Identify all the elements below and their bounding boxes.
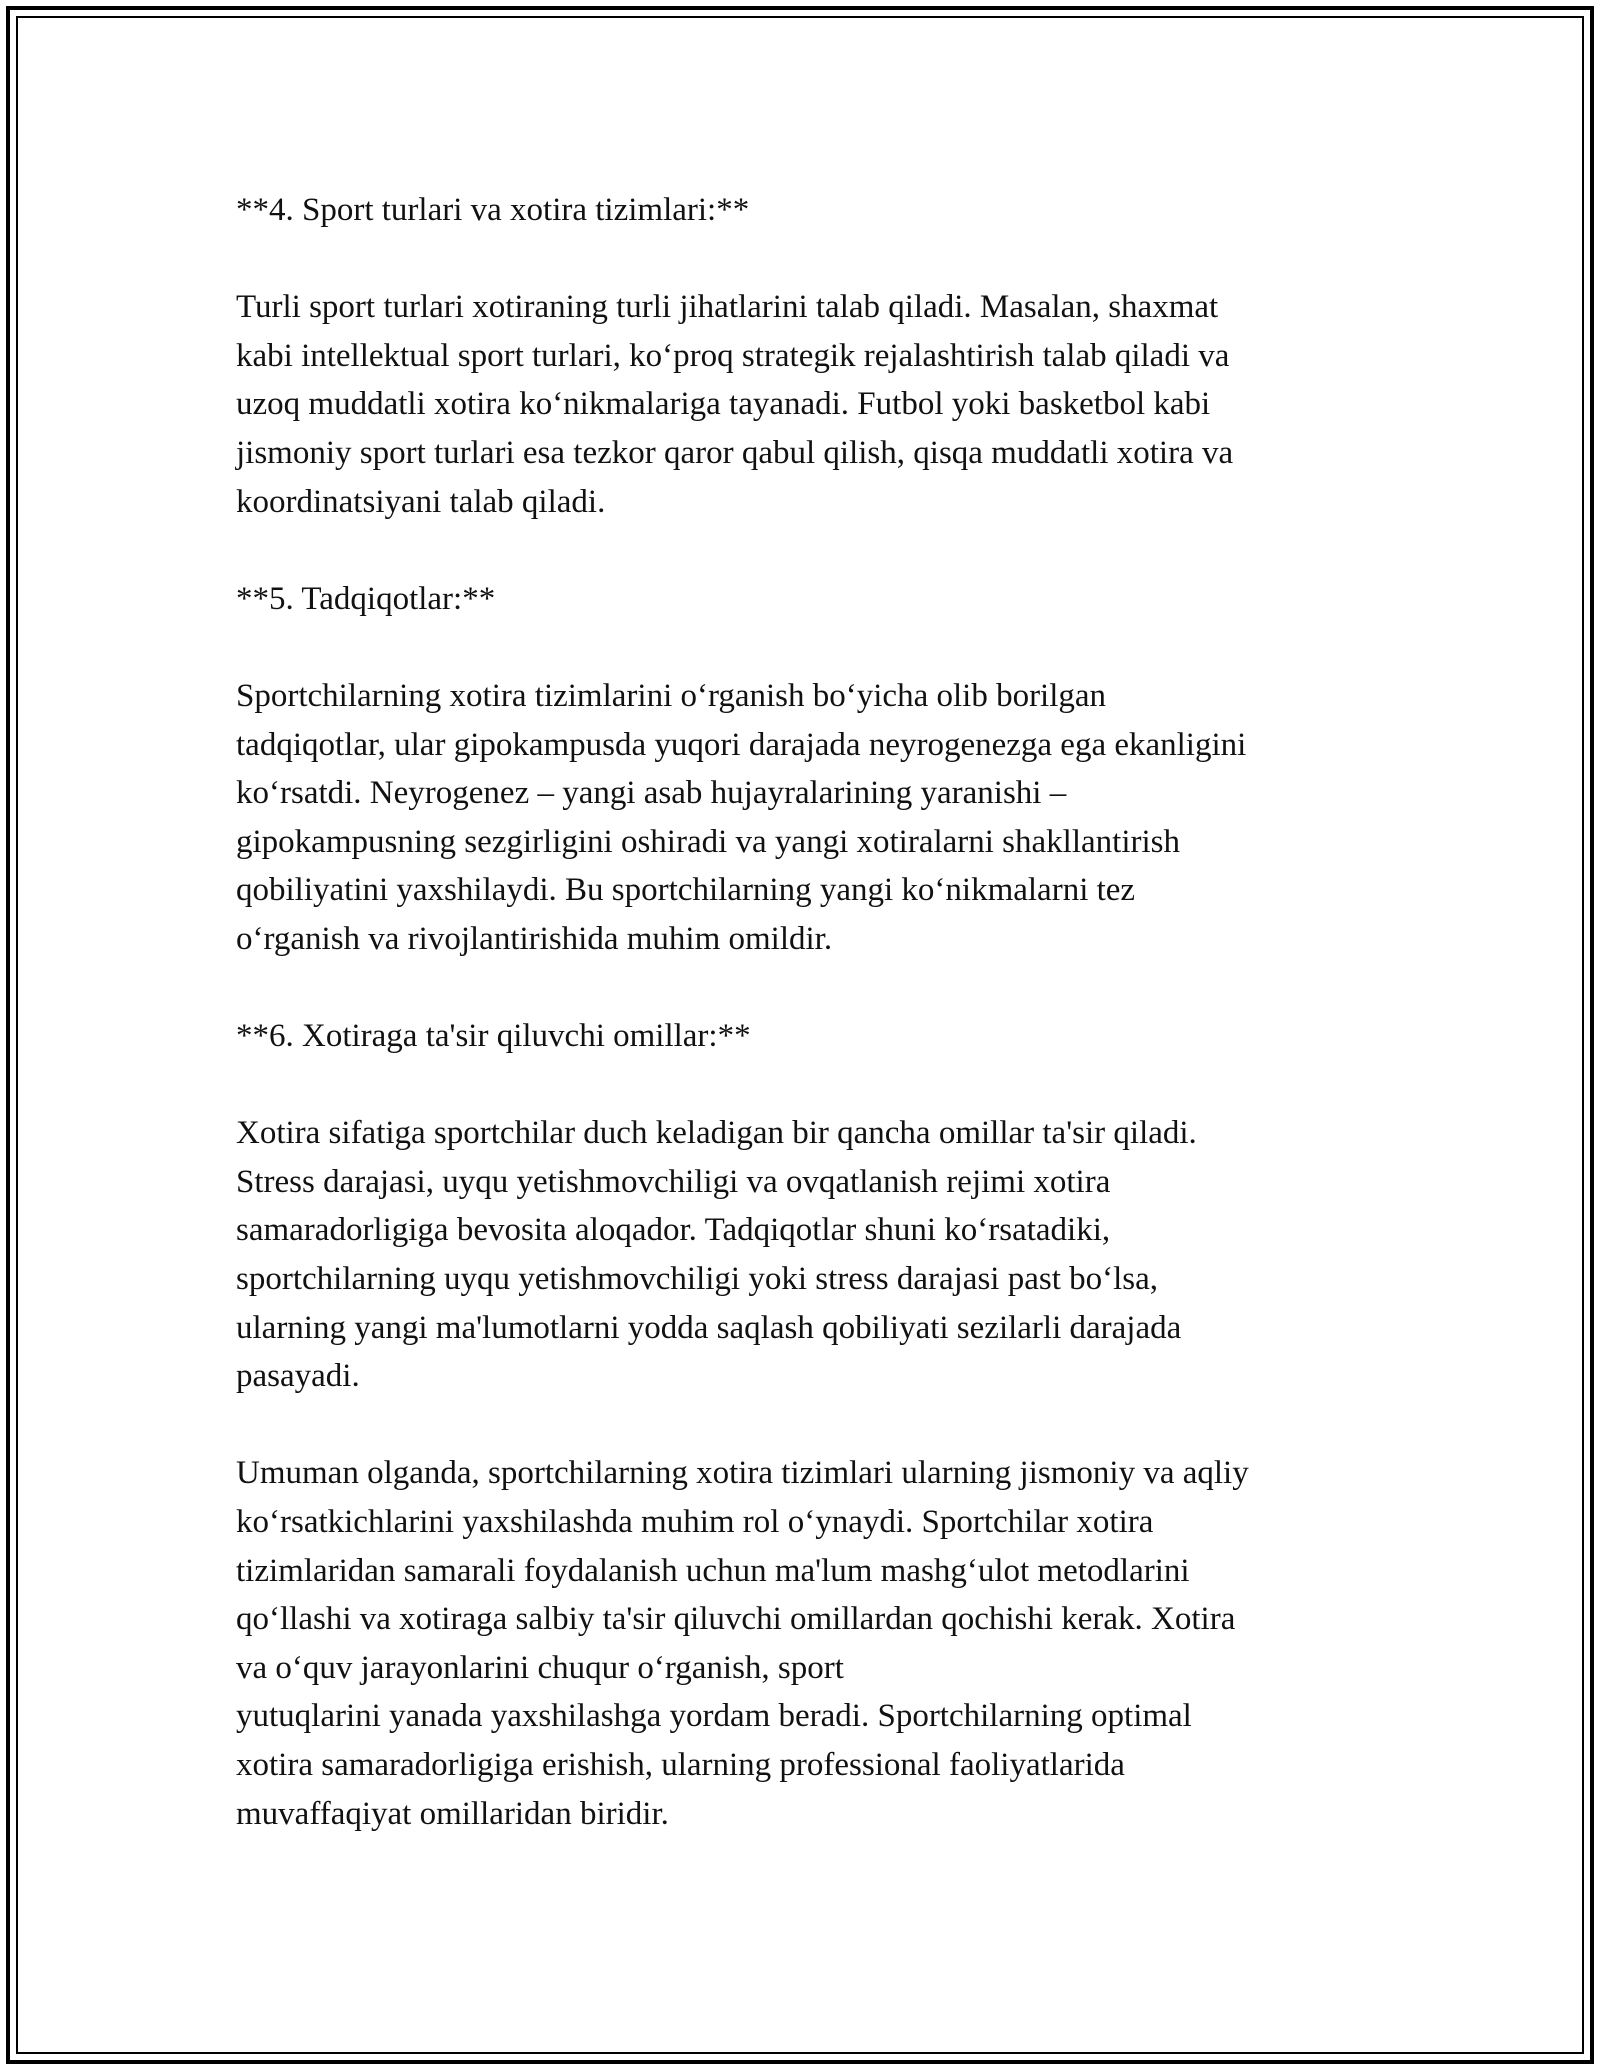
paragraph-line: va o‘quv jarayonlarini chuqur o‘rganish, sport xyxy=(236,1649,844,1686)
paragraph-line: Stress darajasi, uyqu yetishmovchiligi va ovqatlanish rejimi xotira xyxy=(236,1163,1111,1200)
conclusion-paragraph xyxy=(236,1449,1366,1838)
paragraph-line: samaradorligiga bevosita aloqador. Tadqiqotlar shuni ko‘rsatadiki, xyxy=(236,1212,1111,1249)
paragraph-line: pasayadi. xyxy=(236,1358,360,1395)
paragraph-line: uzoq muddatli xotira ko‘nikmalariga tayanadi. Futbol yoki basketbol kabi xyxy=(236,386,1211,423)
section-heading-4: **4. Sport turlari va xotira tizimlari:** xyxy=(236,192,750,228)
paragraph-line: muvaffaqiyat omillaridan biridir. xyxy=(236,1795,669,1832)
document-body xyxy=(236,186,1366,1887)
paragraph-line: Umuman olganda, sportchilarning xotira tizimlari ularning jismoniy va aqliy xyxy=(236,1455,1249,1492)
paragraph-line: qo‘llashi va xotiraga salbiy ta'sir qiluvchi omillardan qochishi kerak. Xotira xyxy=(236,1601,1236,1638)
section-paragraph-4 xyxy=(236,283,1366,526)
section-heading-5: **5. Tadqiqotlar:** xyxy=(236,580,496,617)
section-paragraph-6 xyxy=(236,1109,1366,1401)
paragraph-line: tadqiqotlar, ular gipokampusda yuqori darajada neyrogenezga ega ekanligini xyxy=(236,726,1247,763)
paragraph-line: o‘rganish va rivojlantirishida muhim omildir. xyxy=(236,920,833,957)
paragraph-line: tizimlaridan samarali foydalanish uchun ma'lum mashg‘ulot metodlarini xyxy=(236,1552,1190,1589)
paragraph-line: Sportchilarning xotira tizimlarini o‘rganish bo‘yicha olib borilgan xyxy=(236,677,1107,714)
paragraph-line: ko‘rsatdi. Neyrogenez – yangi asab hujayralarining yaranishi – xyxy=(236,775,1067,812)
paragraph-line: gipokampusning sezgirligini oshiradi va yangi xotiralarni shakllantirish xyxy=(236,823,1180,860)
paragraph-line: qobiliyatini yaxshilaydi. Bu sportchilarning yangi ko‘nikmalarni tez xyxy=(236,872,1136,909)
paragraph-line: ko‘rsatkichlarini yaxshilashda muhim rol o‘ynaydi. Sportchilar xotira xyxy=(236,1504,1154,1541)
section-heading-6: **6. Xotiraga ta'sir qiluvchi omillar:** xyxy=(236,1018,751,1055)
paragraph-line: yutuqlarini yanada yaxshilashga yordam beradi. Sportchilarning optimal xyxy=(236,1698,1192,1735)
paragraph-line: Turli sport turlari xotiraning turli jihatlarini talab qiladi. Masalan, shaxmat xyxy=(236,289,1219,326)
paragraph-line: kabi intellektual sport turlari, ko‘proq strategik rejalashtirish talab qiladi va xyxy=(236,337,1230,374)
paragraph-line: ularning yangi ma'lumotlarni yodda saqlash qobiliyati sezilarli darajada xyxy=(236,1309,1182,1346)
section-paragraph-5 xyxy=(236,672,1366,964)
paragraph-line: jismoniy sport turlari esa tezkor qaror qabul qilish, qisqa muddatli xotira va xyxy=(236,434,1234,471)
paragraph-line: sportchilarning uyqu yetishmovchiligi yoki stress darajasi past bo‘lsa, xyxy=(236,1261,1159,1298)
paragraph-line: koordinatsiyani talab qiladi. xyxy=(236,483,606,520)
paragraph-line: xotira samaradorligiga erishish, ularning professional faoliyatlarida xyxy=(236,1747,1125,1783)
paragraph-line: Xotira sifatiga sportchilar duch keladigan bir qancha omillar ta'sir qiladi. xyxy=(236,1115,1197,1152)
